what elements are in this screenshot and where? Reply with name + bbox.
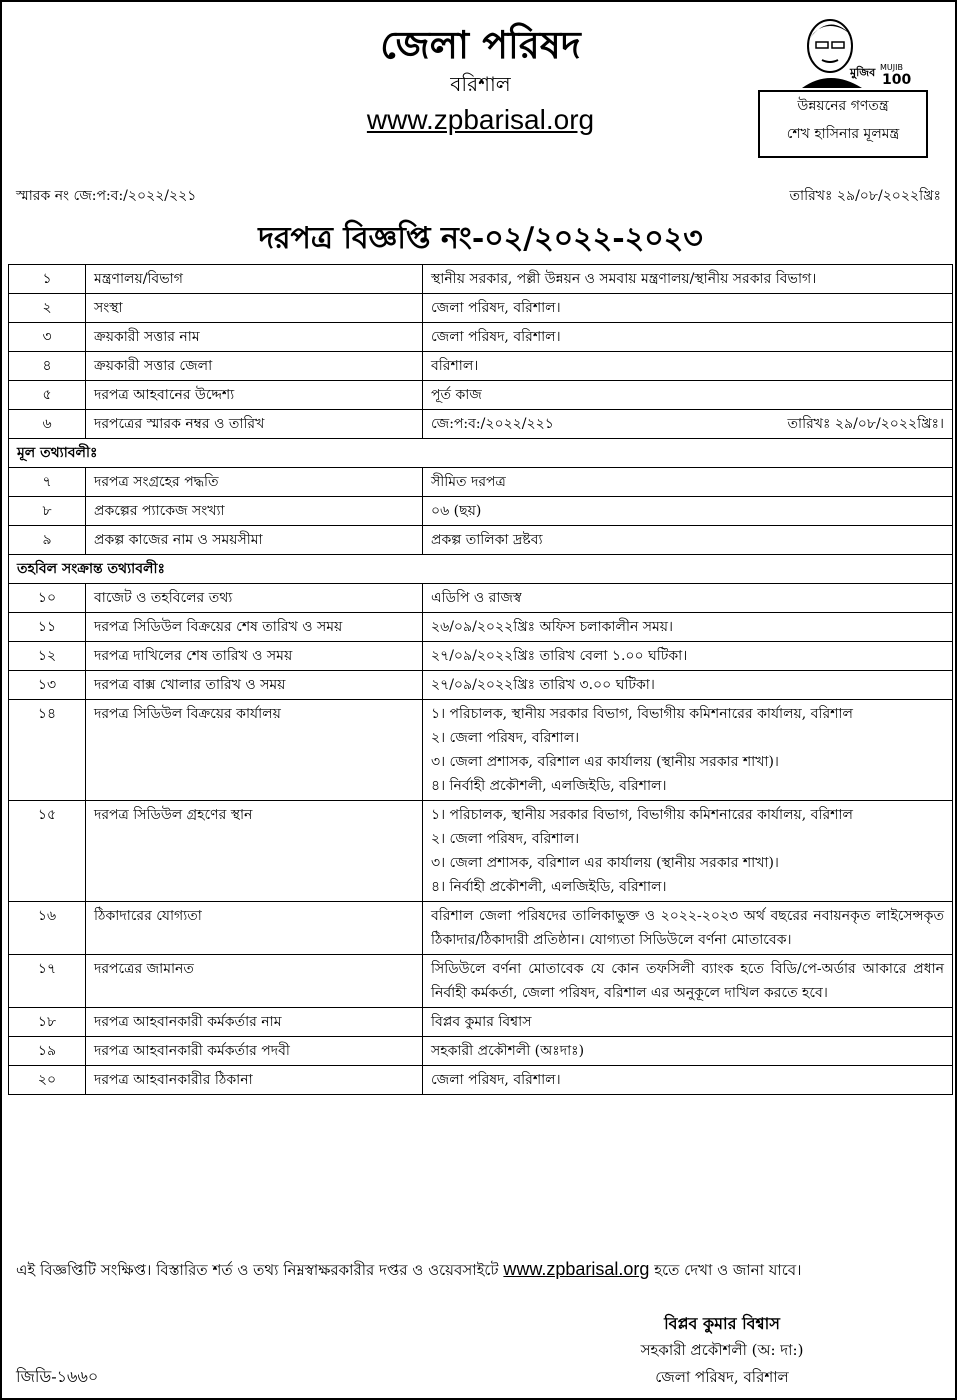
table-row bbox=[9, 902, 953, 955]
row-label: দরপত্র সংগ্রহের পদ্ধতি bbox=[86, 468, 423, 497]
list-item: ২। জেলা পরিষদ, বরিশাল। bbox=[431, 831, 580, 847]
footer-note bbox=[16, 1256, 941, 1283]
row-number: ১৯ bbox=[9, 1037, 86, 1066]
list-item: ১। পরিচালক, স্থানীয় সরকার বিভাগ, বিভাগীয় কমিশনারের কার্যালয়, বরিশাল bbox=[431, 807, 853, 823]
table-row bbox=[9, 1008, 953, 1037]
row-label: দরপত্রের জামানত bbox=[86, 955, 423, 1008]
row-label: দরপত্র আহবানকারী কর্মকর্তার নাম bbox=[86, 1008, 423, 1037]
row-number: ১৭ bbox=[9, 955, 86, 1008]
row-label: দরপত্র আহবানকারীর ঠিকানা bbox=[86, 1066, 423, 1095]
row-label: মন্ত্রণালয়/বিভাগ bbox=[86, 265, 423, 294]
row-value: ২৬/০৯/২০২২খ্রিঃ অফিস চলাকালীন সময়। bbox=[423, 613, 953, 642]
table-row bbox=[9, 1037, 953, 1066]
footer-website-link[interactable]: www.zpbarisal.org bbox=[503, 1259, 650, 1279]
svg-text:মুজিব: মুজিব bbox=[850, 66, 876, 79]
section-header-row bbox=[9, 555, 953, 584]
signature-block bbox=[562, 1310, 882, 1391]
row-value: ২৭/০৯/২০২২খ্রিঃ তারিখ বেলা ১.০০ ঘটিকা। bbox=[423, 642, 953, 671]
slogan-line-1: উন্নয়নের গণতন্ত্র bbox=[797, 98, 889, 114]
row-number: ৭ bbox=[9, 468, 86, 497]
table-row bbox=[9, 381, 953, 410]
table-row bbox=[9, 642, 953, 671]
row-number: ১২ bbox=[9, 642, 86, 671]
row-label: দরপত্র সিডিউল গ্রহণের স্থান bbox=[86, 801, 423, 902]
row-label: দরপত্র দাখিলের শেষ তারিখ ও সময় bbox=[86, 642, 423, 671]
row-value-list bbox=[423, 700, 953, 801]
list-item: ৪। নির্বাহী প্রকৌশলী, এলজিইডি, বরিশাল। bbox=[431, 879, 667, 895]
row-value bbox=[423, 410, 953, 439]
row-value: প্রকল্প তালিকা দ্রষ্টব্য bbox=[423, 526, 953, 555]
row-number: ১৬ bbox=[9, 902, 86, 955]
svg-text:MUJIB: MUJIB bbox=[880, 63, 903, 72]
row-value: ০৬ (ছয়) bbox=[423, 497, 953, 526]
district-name: বরিশাল bbox=[450, 72, 511, 96]
row-number: ৮ bbox=[9, 497, 86, 526]
row-label: ঠিকাদারের যোগ্যতা bbox=[86, 902, 423, 955]
table-row bbox=[9, 584, 953, 613]
table-row bbox=[9, 294, 953, 323]
list-item: ৩। জেলা প্রশাসক, বরিশাল এর কার্যালয় (স্থানীয় সরকার শাখা)। bbox=[431, 754, 779, 770]
row-value: বরিশাল। bbox=[423, 352, 953, 381]
row-value: সহকারী প্রকৌশলী (অঃদাঃ) bbox=[423, 1037, 953, 1066]
table-row bbox=[9, 526, 953, 555]
footer-text-before: এই বিজ্ঞপ্তিটি সংক্ষিপ্ত। বিস্তারিত শর্ত ও তথ্য নিম্নস্বাক্ষরকারীর দপ্তর ও ওয়েবসাইটে bbox=[16, 1261, 504, 1279]
org-title: জেলা পরিষদ bbox=[380, 22, 581, 67]
row-label: দরপত্র বাক্স খোলার তারিখ ও সময় bbox=[86, 671, 423, 700]
row-number: ৬ bbox=[9, 410, 86, 439]
row-number: ১০ bbox=[9, 584, 86, 613]
row-number: ৩ bbox=[9, 323, 86, 352]
row-number: ৫ bbox=[9, 381, 86, 410]
memo-number: স্মারক নং জে:প:ব:/২০২২/২২১ bbox=[16, 188, 197, 204]
row-value: জেলা পরিষদ, বরিশাল। bbox=[423, 1066, 953, 1095]
row-number: ১৩ bbox=[9, 671, 86, 700]
row-number: ২ bbox=[9, 294, 86, 323]
row-value: সীমিত দরপত্র bbox=[423, 468, 953, 497]
header-website[interactable]: www.zpbarisal.org bbox=[366, 104, 595, 135]
signatory-designation: সহকারী প্রকৌশলী (অ: দা:) bbox=[640, 1341, 804, 1359]
table-row bbox=[9, 671, 953, 700]
slogan-line-2: শেখ হাসিনার মূলমন্ত্র bbox=[786, 126, 900, 142]
row-value-list bbox=[423, 801, 953, 902]
table-row bbox=[9, 468, 953, 497]
row-label: সংস্থা bbox=[86, 294, 423, 323]
row-label: দরপত্রের স্মারক নম্বর ও তারিখ bbox=[86, 410, 423, 439]
row-label: প্রকল্প কাজের নাম ও সময়সীমা bbox=[86, 526, 423, 555]
list-item: ৪। নির্বাহী প্রকৌশলী, এলজিইডি, বরিশাল। bbox=[431, 778, 667, 794]
row-number: ১৫ bbox=[9, 801, 86, 902]
list-item: ২। জেলা পরিষদ, বরিশাল। bbox=[431, 730, 580, 746]
row-number: ১৪ bbox=[9, 700, 86, 801]
row-value: জেলা পরিষদ, বরিশাল। bbox=[423, 323, 953, 352]
row-label: দরপত্র আহবানকারী কর্মকর্তার পদবী bbox=[86, 1037, 423, 1066]
table-row bbox=[9, 323, 953, 352]
table-row bbox=[9, 352, 953, 381]
row-value: এডিপি ও রাজস্ব bbox=[423, 584, 953, 613]
row-number: ১১ bbox=[9, 613, 86, 642]
row-label: দরপত্র সিডিউল বিক্রয়ের কার্যালয় bbox=[86, 700, 423, 801]
signatory-name: বিপ্লব কুমার বিশ্বাস bbox=[664, 1314, 780, 1333]
signatory-office: জেলা পরিষদ, বরিশাল bbox=[655, 1368, 789, 1386]
table-row bbox=[9, 265, 953, 294]
section-heading: তহবিল সংক্রান্ত তথ্যাবলীঃ bbox=[9, 555, 953, 584]
table-row bbox=[9, 955, 953, 1008]
row-label: দরপত্র সিডিউল বিক্রয়ের শেষ তারিখ ও সময় bbox=[86, 613, 423, 642]
notice-title: দরপত্র বিজ্ঞপ্তি নং-০২/২০২২-২০২৩ bbox=[258, 221, 703, 256]
footer-text-after: হতে দেখা ও জানা যাবে। bbox=[649, 1261, 802, 1279]
section-heading: মূল তথ্যাবলীঃ bbox=[9, 439, 953, 468]
row-value: পূর্ত কাজ bbox=[423, 381, 953, 410]
row-value: বিপ্লব কুমার বিশ্বাস bbox=[423, 1008, 953, 1037]
mujib-100-logo bbox=[792, 8, 912, 90]
row-number: ৪ bbox=[9, 352, 86, 381]
svg-text:100: 100 bbox=[882, 72, 912, 88]
gd-number: জিডি-১৬৬০ bbox=[16, 1367, 99, 1386]
slogan-box bbox=[758, 90, 928, 158]
row-value: সিডিউলে বর্ণনা মোতাবেক যে কোন তফসিলী ব্যাংক হতে বিডি/পে-অর্ডার আকারে প্রধান নির্বাহী কর্মকর্তা, জেলা পরিষদ, বরিশাল এর অনুকূলে দাখিল করতে হবে। bbox=[423, 955, 953, 1008]
list-item: ৩। জেলা প্রশাসক, বরিশাল এর কার্যালয় (স্থানীয় সরকার শাখা)। bbox=[431, 855, 779, 871]
row-label: ক্রয়কারী সত্তার জেলা bbox=[86, 352, 423, 381]
reference-number: জে:প:ব:/২০২২/২২১ bbox=[431, 416, 554, 432]
table-row bbox=[9, 613, 953, 642]
table-row bbox=[9, 1066, 953, 1095]
row-label: দরপত্র আহবানের উদ্দেশ্য bbox=[86, 381, 423, 410]
row-value: ২৭/০৯/২০২২খ্রিঃ তারিখ ৩.০০ ঘটিকা। bbox=[423, 671, 953, 700]
row-value: স্থানীয় সরকার, পল্লী উন্নয়ন ও সমবায় মন্ত্রণালয়/স্থানীয় সরকার বিভাগ। bbox=[423, 265, 953, 294]
table-row bbox=[9, 410, 953, 439]
row-number: ১৮ bbox=[9, 1008, 86, 1037]
row-number: ২০ bbox=[9, 1066, 86, 1095]
list-item: ১। পরিচালক, স্থানীয় সরকার বিভাগ, বিভাগীয় কমিশনারের কার্যালয়, বরিশাল bbox=[431, 706, 853, 722]
table-row bbox=[9, 700, 953, 801]
tender-info-table bbox=[8, 264, 953, 1095]
row-value: বরিশাল জেলা পরিষদের তালিকাভুক্ত ও ২০২২-২০২৩ অর্থ বছরের নবায়নকৃত লাইসেন্সকৃত ঠিকাদার/ঠিকাদারী প্রতিষ্ঠান। যোগ্যতা সিডিউলে বর্ণনা মোতাবেক। bbox=[423, 902, 953, 955]
notice-date: তারিখঃ ২৯/০৮/২০২২খ্রিঃ bbox=[789, 188, 941, 204]
row-number: ১ bbox=[9, 265, 86, 294]
row-number: ৯ bbox=[9, 526, 86, 555]
table-row bbox=[9, 801, 953, 902]
section-header-row bbox=[9, 439, 953, 468]
row-label: বাজেট ও তহবিলের তথ্য bbox=[86, 584, 423, 613]
table-row bbox=[9, 497, 953, 526]
row-label: ক্রয়কারী সত্তার নাম bbox=[86, 323, 423, 352]
row-value: জেলা পরিষদ, বরিশাল। bbox=[423, 294, 953, 323]
reference-date: তারিখঃ ২৯/০৮/২০২২খ্রিঃ। bbox=[787, 416, 944, 432]
row-label: প্রকল্পের প্যাকেজ সংখ্যা bbox=[86, 497, 423, 526]
